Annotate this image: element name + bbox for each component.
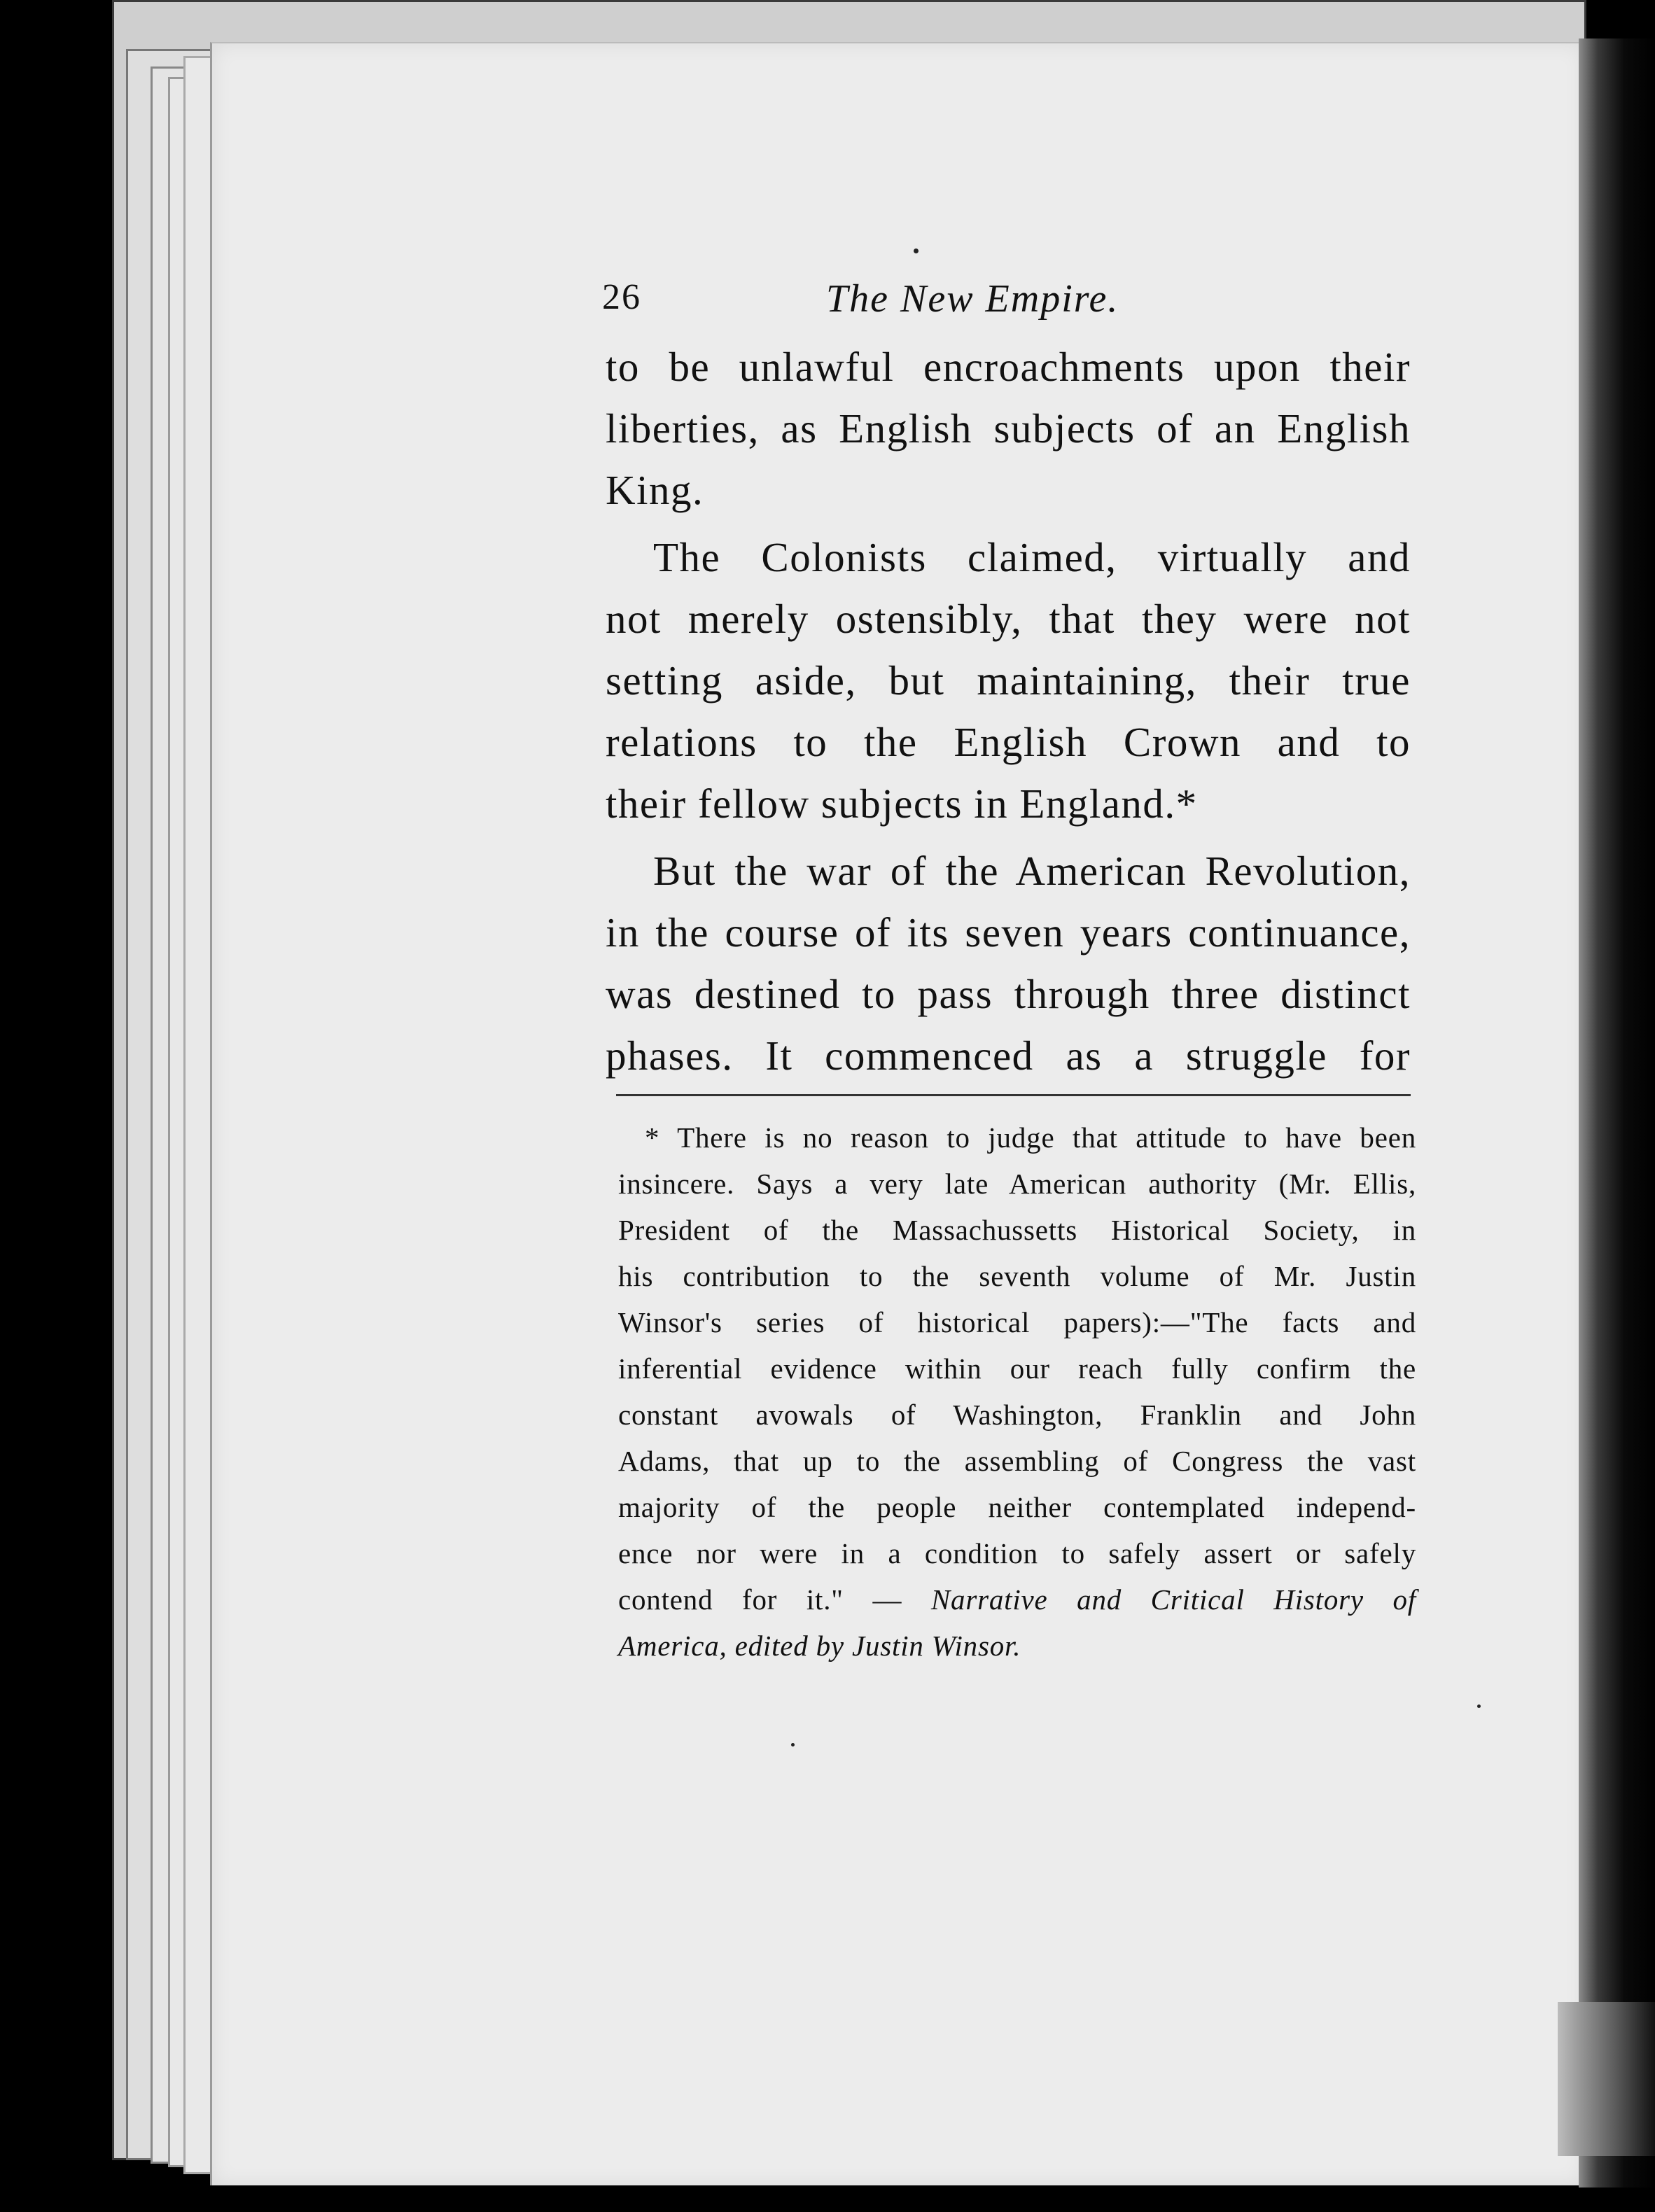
text-line: setting aside, but maintaining, their true xyxy=(606,657,1411,704)
body-text xyxy=(606,336,1411,1086)
text-line: phases. It commenced as a struggle for xyxy=(606,1032,1411,1079)
footnote-line: his contribution to the seventh volume of Mr. Justin xyxy=(618,1260,1416,1292)
text-line: their fellow subjects in England.* xyxy=(606,780,1198,827)
footnote-line xyxy=(618,1576,1416,1623)
text-line: was destined to pass through three distinct xyxy=(606,971,1411,1017)
book-spine-shadow xyxy=(1558,2002,1655,2156)
paragraph-1 xyxy=(606,336,1411,521)
footnote-line: ence nor were in a condition to safely assert or safely xyxy=(618,1537,1416,1569)
footnote-citation: America, edited by Justin Winsor. xyxy=(618,1630,1021,1662)
footnote-text: contend for it." — xyxy=(618,1583,931,1616)
book-spine-shadow xyxy=(1579,38,1655,2188)
page-header xyxy=(602,276,1407,332)
paragraph-2 xyxy=(606,526,1411,834)
text-line: to be unlawful encroachments upon their xyxy=(606,344,1411,390)
text-line: in the course of its seven years continuance, xyxy=(606,909,1411,955)
text-line: liberties, as English subjects of an English xyxy=(606,405,1411,451)
text-line: relations to the English Crown and to xyxy=(606,719,1411,765)
paper-speck xyxy=(1477,1704,1481,1708)
paragraph-3 xyxy=(606,840,1411,1086)
footnote-line: insincere. Says a very late American authority (Mr. Ellis, xyxy=(618,1168,1416,1200)
footnote-line: Adams, that up to the assembling of Congress the vast xyxy=(618,1445,1416,1477)
page-number: 26 xyxy=(602,277,641,317)
footnote-line: inferential evidence within our reach fully confirm the xyxy=(618,1352,1416,1385)
paper-speck xyxy=(791,1743,795,1746)
running-title: The New Empire. xyxy=(826,277,1119,321)
text-line: But the war of the American Revolution, xyxy=(653,848,1411,894)
text-line: The Colonists claimed, virtually and xyxy=(653,534,1411,580)
text-line: King. xyxy=(606,467,704,513)
footnote-line: President of the Massachussetts Historical Society, in xyxy=(618,1214,1416,1246)
footnote-line: * There is no reason to judge that attitude to have been xyxy=(645,1121,1416,1154)
footnote-divider xyxy=(616,1094,1411,1096)
footnote-citation: Narrative and Critical History of xyxy=(930,1583,1417,1616)
footnote-line: majority of the people neither contemplated independ- xyxy=(618,1491,1416,1523)
footnote xyxy=(618,1114,1416,1669)
footnote-line: constant avowals of Washington, Franklin and John xyxy=(618,1399,1416,1431)
text-line: not merely ostensibly, that they were not xyxy=(606,596,1411,642)
footnote-line: Winsor's series of historical papers):—"The facts and xyxy=(618,1306,1416,1338)
paper-speck xyxy=(914,248,919,253)
